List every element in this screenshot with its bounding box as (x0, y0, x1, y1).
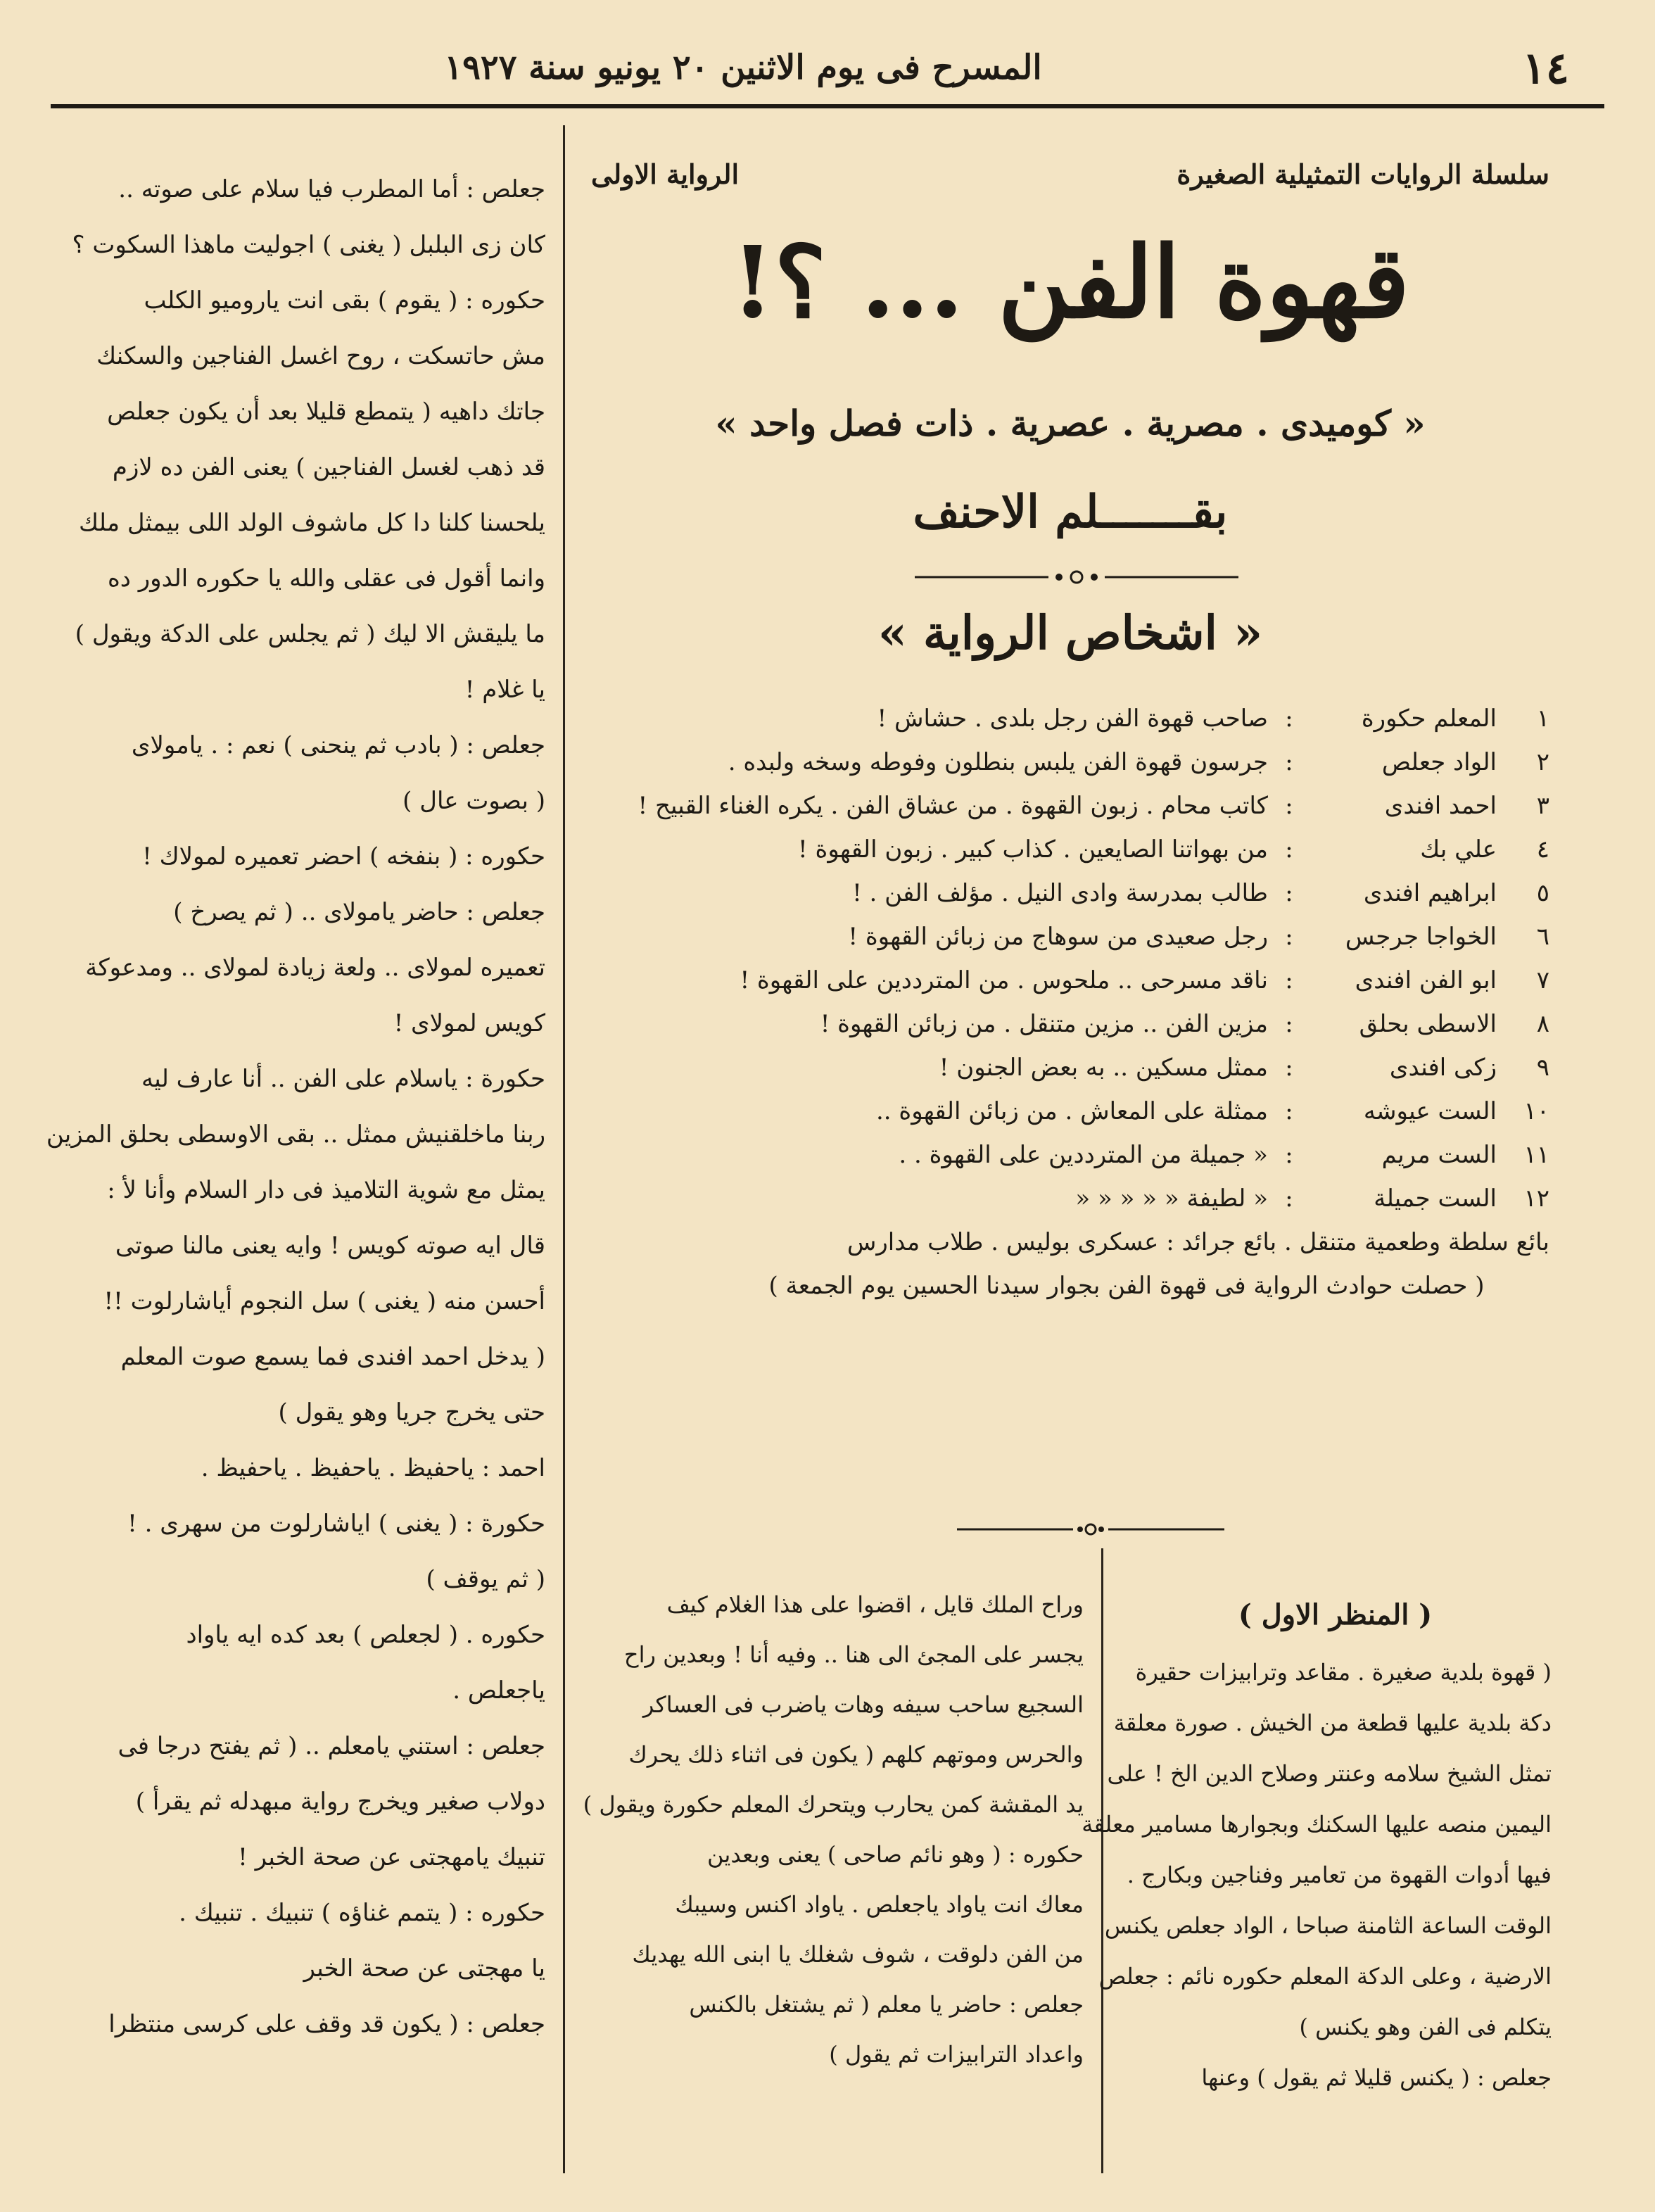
dialogue-line: ( بصوت عال ) (402, 787, 545, 815)
dialogue-line: ياجعلص . (452, 1676, 545, 1705)
dialogue-line: احمد : ياحفيظ . ياحفيظ . ياحفيظ . (201, 1454, 545, 1482)
column-divider-lower (1101, 1548, 1103, 2173)
dialogue-line: يا مهجتى عن صحة الخبر (303, 1954, 545, 1983)
dialogue-line: كان زى البلبل ( يغنى ) اجوليت ماهذا السكوت ؟ (72, 231, 545, 259)
cast-row: ٩ زكى افندى : ممثل مسكين .. به بعض الجنون ! (939, 1054, 1549, 1082)
setting-line: ( حصلت حوادث الرواية فى قهوة الفن بجوار سيدنا الحسين يوم الجمعة ) (768, 1272, 1485, 1300)
cast-row: ٥ ابراهيم افندى : طالب بمدرسة وادى النيل . مؤلف الفن . ! (852, 879, 1549, 907)
column-divider (563, 125, 565, 2173)
dialogue-line: قال ايه صوته كويس ! وايه يعنى مالنا صوتى (115, 1232, 545, 1260)
dialogue-line: تعميره لمولاى .. ولعة زيادة لمولاى .. ومدعوكة (85, 954, 545, 982)
dialogue-line: جعلص : أما المطرب فيا سلام على صوته .. (118, 175, 545, 203)
scene-line: جعلص : ( يكنس قليلا ثم يقول ) وعنها (1201, 2064, 1552, 2091)
dialogue-line: يلحسنا كلنا دا كل ماشوف الولد اللى بيمثل ملك (78, 509, 545, 537)
dialogue-line: حكورة : ياسلام على الفن .. أنا عارف ليه (141, 1065, 545, 1093)
dialogue-line: ما يليقش الا ليك ( ثم يجلس على الدكة ويقول ) (75, 620, 545, 648)
cast-list (638, 697, 1549, 1220)
cast-row: ١٠ الست عيوشه : ممثلة على المعاش . من زبائن القهوة .. (875, 1097, 1549, 1125)
scene-line: اليمين منصه عليها السكنك وبجوارها مسامير معلقة (1082, 1811, 1552, 1838)
ornament-divider-icon (915, 567, 1238, 588)
cast-row: ٨ الاسطى بحلق : مزين الفن .. مزين متنقل . من زبائن القهوة ! (820, 1010, 1549, 1038)
dialogue-line: ( ثم يوقف ) (426, 1565, 545, 1593)
middle-column (584, 1580, 1084, 2080)
cast-row: ١٢ الست جميلة : « لطيفة « « « « « (1075, 1184, 1549, 1213)
dialogue-line: ربنا ماخلقنيش ممثل .. بقى الاوسطى بحلق المزين (46, 1120, 545, 1149)
dialogue-line: جعلص : استني يامعلم .. ( ثم يفتح درجا فى (118, 1732, 545, 1760)
cast-row: ٣ احمد افندى : كاتب محام . زبون القهوة . من عشاق الفن . يكره الغناء القبيح ! (638, 792, 1549, 820)
middle-line: من الفن دلوقت ، شوف شغلك يا ابنى الله يهديك (632, 1941, 1084, 1968)
middle-line: جعلص : حاضر يا معلم ( ثم يشتغل بالكنس (689, 1991, 1084, 2018)
scene-column (1082, 1584, 1552, 2103)
scene-line: الوقت الساعة الثامنة صباحا ، الواد جعلص يكنس (1104, 1912, 1552, 1939)
middle-line: واعداد الترابيزات ثم يقول ) (829, 2041, 1084, 2068)
middle-line: معاك انت ياواد ياجعلص . ياواد اكنس وسيبك (675, 1891, 1084, 1918)
middle-line: يد المقشة كمن يحارب ويتحرك المعلم حكورة ويقول ) (583, 1791, 1084, 1818)
dialogue-line: يا غلام ! (464, 676, 545, 704)
play-author: بقـــــــلم الاحنف (913, 486, 1228, 538)
middle-line: والحرس وموتهم كلهم ( يكون فى اثناء ذلك يحرك (628, 1741, 1084, 1768)
dialogue-line: وانما أقول فى عقلى والله يا حكوره الدور ده (107, 564, 545, 593)
play-number-label: الرواية الاولى (591, 158, 740, 190)
scene-line: يتكلم فى الفن وهو يكنس ) (1299, 2014, 1552, 2040)
ornament-divider-icon (957, 1520, 1224, 1538)
extras-line: بائع سلطة وطعمية متنقل . بائع جرائد : عسكرى بوليس . طلاب مدارس (846, 1228, 1549, 1256)
middle-line: حكوره : ( وهو نائم صاحى ) يعنى وبعدين (707, 1841, 1084, 1868)
dialogue-line: حكوره : ( يقوم ) بقى انت ياروميو الكلب (144, 286, 545, 315)
left-column (39, 162, 545, 2052)
scene-line: دكة بلدية عليها قطعة من الخيش . صورة معلقة (1113, 1709, 1552, 1736)
dialogue-line: تنبيك يامهجتى عن صحة الخبر ! (238, 1843, 545, 1871)
dialogue-line: جعلص : ( يكون قد وقف على كرسى منتظرا (108, 2010, 545, 2038)
series-line (591, 158, 1549, 201)
dialogue-line: حكورة : ( يغنى ) اياشارلوت من سهرى . ! (127, 1510, 545, 1538)
play-title: قهوة الفن ... ؟! (730, 225, 1410, 341)
dialogue-line: يمثل مع شوية التلاميذ فى دار السلام وأنا لأ : (107, 1176, 545, 1204)
scene-heading: ( المنظر الاول ) (1238, 1598, 1433, 1631)
dialogue-line: دولاب صغير ويخرج رواية مبهدله ثم يقرأ ) (135, 1788, 545, 1816)
dialogue-line: جعلص : ( بادب ثم ينحنى ) نعم : . يامولاى (131, 731, 545, 759)
dialogue-line: حكوره : ( بنفخه ) احضر تعميره لمولاك ! (142, 842, 545, 871)
play-subtitle: « كوميدى . مصرية . عصرية . ذات فصل واحد » (715, 403, 1426, 444)
dialogue-line: مش حاتسكت ، روح اغسل الفناجين والسكنك (96, 342, 545, 370)
running-title: المسرح فى يوم الاثنين ٢٠ يونيو سنة ١٩٢٧ (444, 48, 1042, 87)
page-header (51, 42, 1604, 106)
scene-line: ( قهوة بلدية صغيرة . مقاعد وترابيزات حقيرة (1135, 1659, 1552, 1686)
page-number: ١٤ (1522, 42, 1569, 94)
header-rule (51, 104, 1604, 108)
dialogue-line: جاتك داهيه ( يتمطع قليلا بعد أن يكون جعلص (107, 398, 545, 426)
dialogue-line: كويس لمولاى ! (393, 1009, 545, 1037)
series-name: سلسلة الروايات التمثيلية الصغيرة (1177, 158, 1549, 190)
scene-line: تمثل الشيخ سلامه وعنتر وصلاح الدين الخ ! على (1107, 1760, 1552, 1787)
cast-row: ١١ الست مريم : « جميلة من المترددين على القهوة . . (899, 1141, 1549, 1169)
dialogue-line: ( يدخل احمد افندى فما يسمع صوت المعلم (120, 1343, 545, 1371)
dialogue-line: أحسن منه ( يغنى ) سل النجوم أياشارلوت !! (103, 1287, 545, 1315)
cast-row: ٤ علي بك : من بهواتنا الصايعين . كذاب كبير . زبون القهوة ! (798, 835, 1549, 864)
scene-line: فيها أدوات القهوة من تعامير وفناجين وبكارج . (1127, 1862, 1552, 1888)
dialogue-line: جعلص : حاضر يامولاى .. ( ثم يصرخ ) (173, 898, 545, 926)
middle-line: وراح الملك قايل ، اقضوا على هذا الغلام كيف (666, 1591, 1084, 1618)
scene-line: الارضية ، وعلى الدكة المعلم حكوره نائم : جعلص (1098, 1963, 1552, 1990)
dialogue-line: حكوره : ( يتمم غناؤه ) تنبيك . تنبيك . (179, 1899, 545, 1927)
cast-row: ١ المعلم حكورة : صاحب قهوة الفن رجل بلدى . حشاش ! (877, 704, 1549, 733)
dialogue-line: حكوره . ( لجعلص ) بعد كده ايه ياواد (186, 1621, 545, 1649)
dramatis-personae-heading: « اشخاص الرواية » (877, 605, 1263, 660)
cast-row: ٦ الخواجا جرجس : رجل صعيدى من سوهاج من زبائن القهوة ! (848, 923, 1549, 951)
dialogue-line: قد ذهب لغسل الفناجين ) يعنى الفن ده لازم (112, 453, 545, 481)
middle-line: السجيع ساحب سيفه وهات ياضرب فى العساكر (642, 1691, 1084, 1718)
cast-row: ٢ الواد جعلص : جرسون قهوة الفن يلبس بنطلون وفوطه وسخه ولبده . (728, 748, 1549, 776)
middle-line: يجسر على المجئ الى هنا .. وفيه أنا ! وبعدين راح (623, 1641, 1084, 1668)
dialogue-line: حتى يخرج جريا وهو يقول ) (278, 1398, 545, 1427)
cast-row: ٧ ابو الفن افندى : ناقد مسرحى .. ملحوس . من المترددين على القهوة ! (740, 966, 1549, 994)
